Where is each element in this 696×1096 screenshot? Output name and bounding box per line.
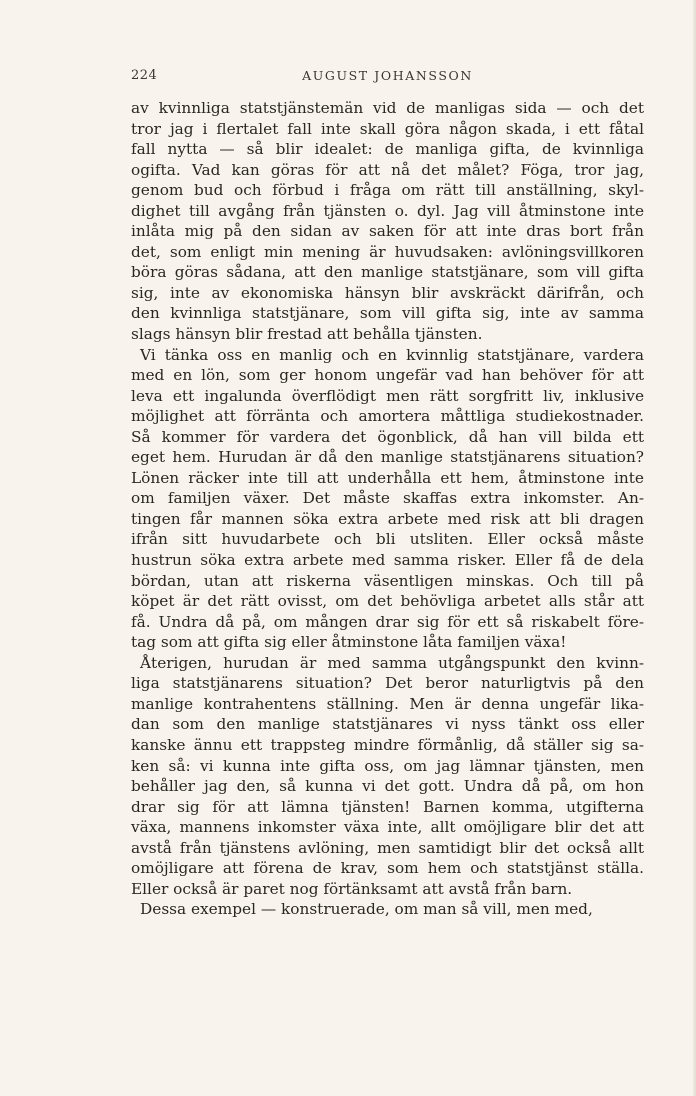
text-line: dan som den manlige statstjänares vi nyss tänkt oss eller (131, 715, 644, 734)
text-line: ogifta. Vad kan göras för att nå det målet? Föga, tror jag, (131, 160, 644, 179)
text-line: tag som att gifta sig eller åtminstone låta familjen växa! (131, 633, 567, 652)
text-line: ifrån sitt huvudarbete och bli utsliten. Eller också måste (131, 530, 644, 549)
text-line: drar sig för att lämna tjänsten! Barnen komma, utgifterna (131, 797, 644, 816)
text-line: omöjligare att förena de krav, som hem och statstjänst ställa. (131, 859, 644, 878)
text-line: liga statstjänarens situation? Det beror naturligtvis på den (131, 674, 644, 693)
text-line: dighet till avgång från tjänsten o. dyl. Jag vill åtminstone inte (131, 201, 644, 220)
text-line: leva ett ingalunda överflödigt men rätt sorgfritt liv, inklusive (131, 386, 644, 405)
text-line: manlige kontrahentens ställning. Men är denna ungefär lika- (131, 694, 644, 713)
text-line: tror jag i flertalet fall inte skall göra någon skada, i ett fåtal (131, 119, 644, 138)
body-text (131, 98, 644, 920)
text-line: böra göras sådana, att den manlige statstjänare, som vill gifta (131, 263, 644, 282)
text-line: Så kommer för vardera det ögonblick, då han vill bilda ett (131, 427, 644, 446)
text-line: möjlighet att förränta och amortera måttliga studiekostnader. (131, 407, 644, 426)
text-line: Eller också är paret nog förtänksamt att avstå från barn. (131, 879, 573, 898)
text-line: den kvinnliga statstjänare, som vill gifta sig, inte av samma (131, 304, 644, 323)
paragraph (131, 653, 644, 900)
text-line: slags hänsyn blir frestad att behålla tjänsten. (131, 325, 483, 344)
text-line: tingen får mannen söka extra arbete med risk att bli dragen (131, 509, 644, 528)
running-head: AUGUST JOHANSSON (302, 68, 473, 83)
text-line: kanske ännu ett trappsteg mindre förmånlig, då ställer sig sa- (131, 735, 644, 754)
paragraph (131, 98, 644, 345)
text-line: med en lön, som ger honom ungefär vad han behöver för att (131, 366, 644, 385)
text-line: hustrun söka extra arbete med samma risker. Eller få de dela (131, 551, 644, 570)
text-line: behåller jag den, så kunna vi det gott. Undra då på, om hon (131, 777, 644, 796)
text-line: avstå från tjänstens avlöning, men samtidigt blir det också allt (131, 838, 644, 857)
text-line: Vi tänka oss en manlig och en kvinnlig statstjänare, vardera (140, 345, 644, 364)
text-line: Lönen räcker inte till att underhålla ett hem, åtminstone inte (131, 468, 644, 487)
text-line: bördan, utan att riskerna väsentligen minskas. Och till på (131, 571, 644, 590)
text-line: om familjen växer. Det måste skaffas extra inkomster. An- (131, 489, 644, 508)
text-line: ken så: vi kunna inte gifta oss, om jag lämnar tjänsten, men (131, 756, 644, 775)
page-header (131, 68, 644, 90)
text-line: sig, inte av ekonomiska hänsyn blir avskräckt därifrån, och (131, 283, 644, 302)
page-number: 224 (131, 68, 158, 83)
text-line: det, som enligt min mening är huvudsaken: avlöningsvillkoren (131, 242, 644, 261)
text-line: köpet är det rätt ovisst, om det behövliga arbetet alls står att (131, 592, 644, 611)
paragraph (131, 345, 644, 653)
text-line: växa, mannens inkomster växa inte, allt omöjligare blir det att (131, 818, 644, 837)
text-line: Dessa exempel — konstruerade, om man så vill, men med, (140, 900, 593, 919)
paragraph (131, 899, 644, 920)
text-line: fall nytta — så blir idealet: de manliga gifta, de kvinnliga (131, 140, 644, 159)
text-line: genom bud och förbud i fråga om rätt till anställning, skyl- (131, 181, 644, 200)
text-line: inlåta mig på den sidan av saken för att inte dras bort från (131, 222, 644, 241)
text-line: eget hem. Hurudan är då den manlige statstjänarens situation? (131, 448, 644, 467)
text-line: få. Undra då på, om mången drar sig för ett så riskabelt före- (131, 612, 644, 631)
text-line: Återigen, hurudan är med samma utgångspunkt den kvinn- (140, 653, 644, 672)
text-line: av kvinnliga statstjänstemän vid de manligas sida — och det (131, 99, 644, 117)
